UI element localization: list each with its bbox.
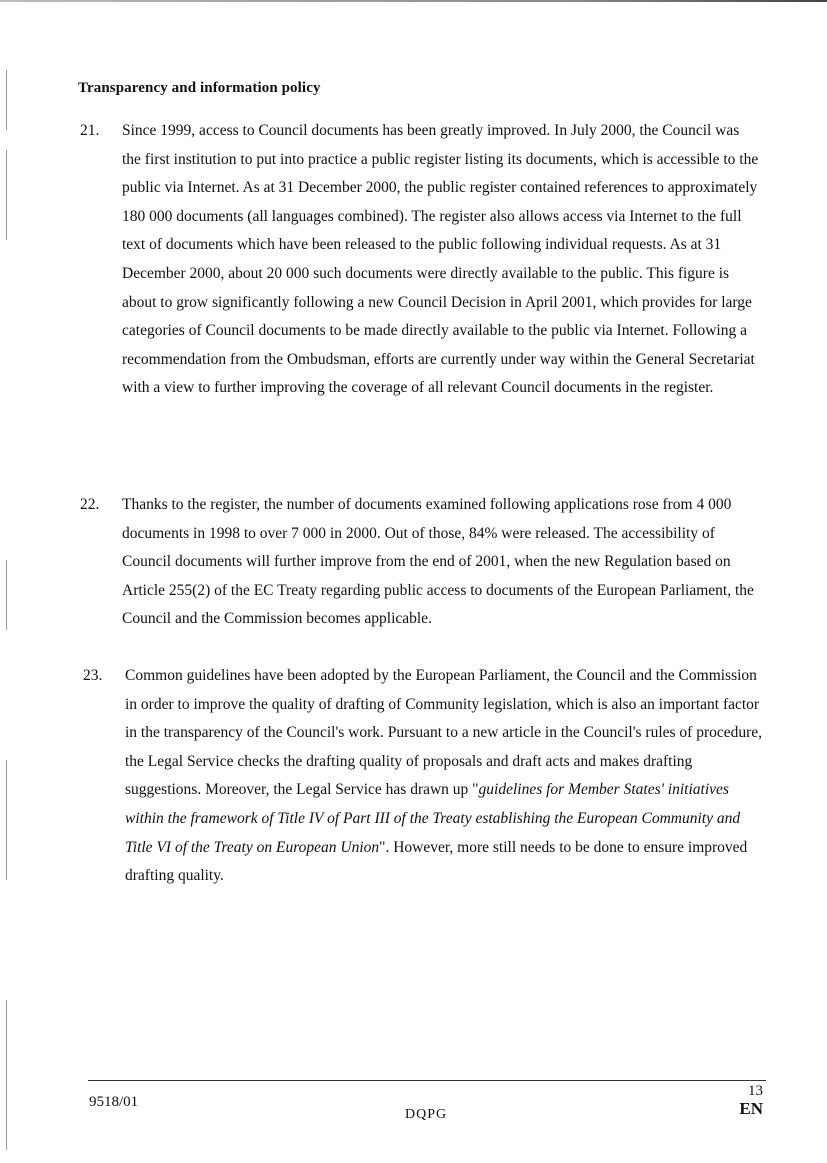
document-number: 9518/01	[89, 1094, 139, 1110]
paragraph-text: Since 1999, access to Council documents has been greatly improved. In July 2000, the Council was the first institution to put into practice a public register listing its documents, which is accessible to the public via Internet. As at 31 December 2000, the public register contained references to approximately 180 000 documents (all languages combined). The register also allows access via Internet to the full text of documents which have been released to the public following individual requests. As at 31 December 2000, about 20 000 such documents were directly available to the public. This figure is about to grow significantly following a new Council Decision in April 2001, which provides for large categories of Council documents to be made directly available to the public via Internet. Following a recommendation from the Ombudsman, efforts are currently under way within the General Secretariat with a view to further improving the coverage of all relevant Council documents in the register.	[122, 122, 759, 397]
department-code: DQPG	[405, 1107, 448, 1122]
paragraph-text-after: ". However, more still needs to be done to ensure improved drafting quality.	[125, 838, 748, 885]
paragraph-21	[80, 117, 760, 403]
paragraph-text-before: Common guidelines have been adopted by the European Parliament, the Council and the Commission in order to improve the quality of drafting of Community legislation, which is also an important factor in the transparency of the Council's work. Pursuant to a new article in the Council's rules of procedure, the Legal Service checks the drafting quality of proposals and draft acts and makes drafting suggestions. Moreover, the Legal Service has drawn up "	[125, 667, 763, 799]
paragraph-23	[83, 662, 763, 891]
scan-margin-mark	[6, 150, 7, 240]
scan-edge-line	[0, 0, 827, 2]
paragraph-number: 21.	[80, 122, 100, 139]
page-number: 13	[748, 1083, 763, 1099]
scan-margin-mark	[6, 70, 7, 130]
scan-margin-mark	[6, 560, 7, 630]
section-heading: Transparency and information policy	[78, 80, 321, 96]
scan-margin-mark	[6, 1000, 7, 1150]
paragraph-text	[125, 662, 763, 891]
paragraph-text: Thanks to the register, the number of documents examined following applications rose from 4 000 documents in 1998 to over 7 000 in 2000. Out of those, 84% were released. The accessibility of Council documents will further improve from the end of 2001, when the new Regulation based on Article 255(2) of the EC Treaty regarding public access to documents of the European Parliament, the Council and the Commission becomes applicable.	[122, 496, 754, 628]
paragraph-number: 22.	[80, 496, 100, 513]
paragraph-22	[80, 491, 760, 634]
paragraph-number: 23.	[83, 667, 103, 684]
footer-divider	[88, 1080, 766, 1081]
guidelines-title: guidelines for Member States' initiatives within the framework of Title IV of Part III of the Treaty establishing the European Community and Title VI of the Treaty on European Union	[125, 781, 741, 856]
language-code: EN	[739, 1099, 763, 1118]
scan-margin-mark	[6, 760, 7, 880]
